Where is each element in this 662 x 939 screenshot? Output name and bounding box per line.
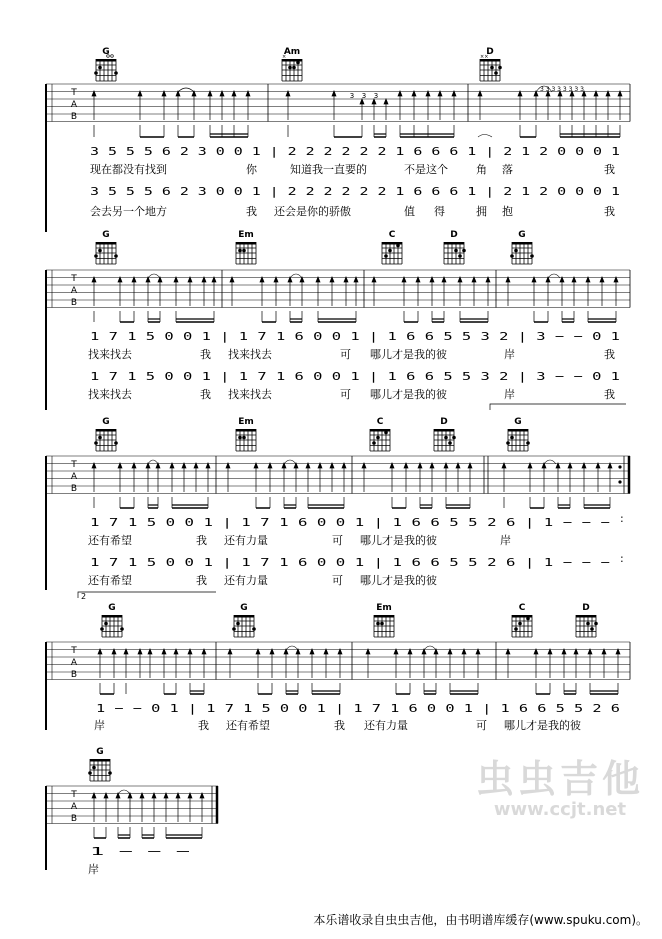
lyric: 值 — [404, 205, 415, 218]
chord-diagram-d — [480, 54, 502, 81]
chord-diagram-em — [374, 615, 394, 637]
chord-diagram-g — [88, 759, 112, 781]
chord-name: G — [518, 230, 526, 240]
lyric: 我 — [200, 348, 211, 361]
chord-diagram-g — [232, 615, 256, 637]
lyric: 找来找去 — [88, 388, 132, 401]
lyric: 找来找去 — [228, 388, 272, 401]
lyric: 岸 — [504, 388, 515, 401]
lyric: 知道我一直要的 — [290, 163, 367, 176]
chord-name: C — [518, 603, 526, 613]
tab-clef-b: B — [70, 670, 78, 680]
chord-name: D — [582, 603, 590, 613]
lyric: 你 — [246, 163, 257, 176]
tab-clef-b: B — [70, 298, 78, 308]
tab-clef-a: A — [70, 286, 78, 296]
chord-name: Am — [283, 47, 301, 57]
svg-text::: : — [620, 552, 624, 565]
chord-name: Em — [238, 417, 254, 427]
tab-clef-b: B — [70, 484, 78, 494]
lyric: 岸 — [504, 348, 515, 361]
tab-fret-number: 3 — [373, 92, 379, 100]
chord-name: C — [376, 417, 384, 427]
lyric: 岸 — [94, 719, 105, 732]
tab-clef-t: T — [71, 88, 77, 98]
lyric: 可 — [340, 348, 351, 361]
chord-diagram-d — [444, 242, 466, 264]
tab-clef-a: A — [70, 802, 78, 812]
jianpu-line: 1 7 1 5 0 0 1 | 1 7 1 6 0 0 1 | 1 6 6 5 5 3 2 | 3 − − 0 1 — [90, 330, 620, 343]
tab-clef-t: T — [71, 274, 77, 284]
chord-diagram-g — [94, 55, 118, 81]
chord-name: Em — [238, 230, 254, 240]
chord-name: G — [108, 603, 116, 613]
lyric: 不是这个 — [404, 163, 448, 176]
lyric: 还有希望 — [88, 574, 132, 587]
chord-name: D — [440, 417, 448, 427]
lyric: 我 — [196, 574, 207, 587]
lyric: 哪儿才是我的彼 — [370, 388, 447, 401]
system-1 — [46, 47, 630, 232]
lyric: 可 — [332, 534, 343, 547]
chord-diagram-g — [510, 242, 534, 264]
chord-diagram-g — [506, 429, 530, 451]
lyric: 我 — [604, 388, 615, 401]
chord-name: G — [96, 747, 104, 757]
chord-diagram-em — [236, 429, 256, 451]
system-3 — [46, 417, 630, 590]
chord-diagram-c — [382, 242, 402, 264]
system-5 — [46, 747, 218, 876]
chord-diagram-g — [100, 615, 124, 637]
tab-clef-a: A — [70, 472, 78, 482]
lyric: 角 — [476, 163, 487, 176]
tab-fret-number: 3 — [349, 92, 355, 100]
lyric: 我 — [604, 348, 615, 361]
lyric: 还有力量 — [364, 719, 408, 732]
source-footer: 本乐谱收录自虫虫吉他，由书明谱库缓存(www.spuku.com)。 — [313, 913, 648, 927]
chord-diagram-d — [434, 429, 456, 451]
lyric: 可 — [332, 574, 343, 587]
lyric: 哪儿才是我的彼 — [360, 534, 437, 547]
lyric: 可 — [340, 388, 351, 401]
lyric: 找来找去 — [88, 348, 132, 361]
volta-number: 2 — [81, 592, 87, 601]
svg-text:3 3 3 3 3 3 3 3: 3 3 3 3 3 3 3 3 — [540, 86, 584, 93]
lyric: 还有力量 — [224, 574, 268, 587]
lyric: 得 — [434, 205, 445, 218]
lyric: 落 — [502, 163, 513, 176]
system-4 — [46, 592, 630, 732]
site-watermark — [476, 757, 644, 820]
tab-clef-t: T — [71, 646, 77, 656]
chord-name: D — [450, 230, 458, 240]
jianpu-line: 1 7 1 5 0 0 1 | 1 7 1 6 0 0 1 | 1 6 6 5 5 2 6 | 1 − − − — [90, 516, 611, 529]
lyric: 找来找去 — [228, 348, 272, 361]
lyric: 现在都没有找到 — [90, 163, 167, 176]
tab-clef-t: T — [71, 460, 77, 470]
svg-text:×: × — [282, 54, 287, 60]
jianpu-line: 3 5 5 5 6 2 3 0 0 1 | 2 2 2 2 2 2 1 6 6 6 1 | 2 1 2 0 0 0 1 — [90, 185, 620, 198]
watermark-url: www.ccjt.net — [493, 799, 627, 820]
lyric: 哪儿才是我的彼 — [370, 348, 447, 361]
chord-diagram-g — [94, 242, 118, 264]
chord-diagram-am — [282, 54, 302, 81]
chord-name: C — [388, 230, 396, 240]
lyric: 我 — [604, 205, 615, 218]
tab-clef-b: B — [70, 112, 78, 122]
tab-fret-number: 3 — [361, 92, 367, 100]
tab-clef-a: A — [70, 100, 78, 110]
lyric: 还有力量 — [224, 534, 268, 547]
svg-text::: : — [620, 512, 624, 525]
chord-name: G — [102, 417, 110, 427]
jianpu-line: 1 7 1 5 0 0 1 | 1 7 1 6 0 0 1 | 1 6 6 5 5 3 2 | 3 − − 0 1 — [90, 370, 620, 383]
lyric: 岸 — [88, 863, 99, 876]
lyric: 我 — [334, 719, 345, 732]
lyric: 还有希望 — [88, 534, 132, 547]
chord-diagram-d — [576, 615, 598, 637]
chord-name: Em — [376, 603, 392, 613]
lyric: 哪儿才是我的彼 — [360, 574, 437, 587]
chord-name: G — [240, 603, 248, 613]
jianpu-line: 1 − − − — [90, 845, 191, 858]
lyric: 可 — [476, 719, 487, 732]
chord-diagram-c — [512, 615, 532, 637]
chord-diagram-c — [370, 429, 390, 451]
chord-name: G — [102, 47, 110, 57]
lyric: 抱 — [502, 205, 513, 218]
jianpu-line: 1 − − 0 1 | 1 7 1 5 0 0 1 | 1 7 1 6 0 0 1 | 1 6 6 5 5 2 6 — [96, 702, 620, 715]
tab-clef-a: A — [70, 658, 78, 668]
lyric: 我 — [196, 534, 207, 547]
svg-text:××: ×× — [480, 54, 489, 60]
lyric: 我 — [198, 719, 209, 732]
tab-clef-t: T — [71, 790, 77, 800]
lyric: 哪儿才是我的彼 — [504, 719, 581, 732]
lyric: 岸 — [500, 534, 511, 547]
jianpu-line: 3 5 5 5 6 2 3 0 0 1 | 2 2 2 2 2 2 1 6 6 6 1 | 2 1 2 0 0 0 1 — [90, 145, 620, 158]
lyric: 我 — [604, 163, 615, 176]
tab-clef-b: B — [70, 814, 78, 824]
chord-diagram-g — [94, 429, 118, 451]
chord-name: G — [514, 417, 522, 427]
jianpu-line: 1 7 1 5 0 0 1 | 1 7 1 6 0 0 1 | 1 6 6 5 5 2 6 | 1 − − − — [90, 556, 611, 569]
lyric: 我 — [200, 388, 211, 401]
chord-name: G — [102, 230, 110, 240]
lyric: 我 — [246, 205, 257, 218]
lyric: 会去另一个地方 — [90, 205, 167, 218]
lyric: 还有希望 — [226, 719, 270, 732]
chord-diagram-em — [236, 242, 256, 264]
watermark-title: 虫虫吉他 — [475, 757, 645, 801]
lyric: 拥 — [476, 205, 487, 218]
system-2 — [46, 230, 630, 410]
lyric: 还会是你的骄傲 — [274, 205, 351, 218]
chord-name: D — [486, 47, 494, 57]
